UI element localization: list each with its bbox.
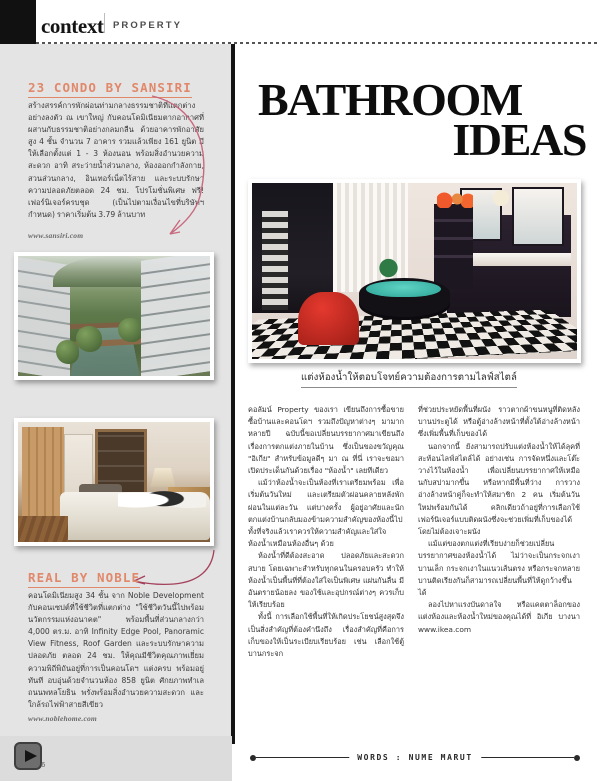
feature-paragraph: ลองไปหาแรงบันดาลใจ หรือแคตตาล็อกของแต่งห้องและห้องน้ำใหม่ของคุณได้ที่ อิเกีย บางนา www.ikea.com (418, 600, 580, 634)
condo-aerial-photo-image (18, 256, 210, 376)
feature-title-line2: IDEAS (452, 114, 586, 165)
credit-dot-right (574, 755, 580, 761)
bathroom-hanging-towels (262, 211, 288, 310)
vintage-bathroom-photo (248, 179, 581, 363)
condo-tree (76, 326, 103, 352)
feature-paragraph: แม้แต่ของตกแต่งที่เรียบง่ายก็ช่วยเปลี่ยนบรรยากาศของห้องน้ำได้ ไม่ว่าจะเป็นกระจกเงาบานเล็ก กระจกเงาในแนวเส้นตรง หรือกระจกหลายบานติดเรียงกันก็สามารถเปลี่ยนพื้นที่ให้ดูกว้างขึ้นได้ (418, 539, 580, 598)
sidebar-item-url-noble[interactable]: www.noblehome.com (28, 714, 97, 723)
feature-paragraph: คอลัมน์ Property ของเรา เขียนถึงการซื้อขาย ซื้อบ้านและคอนโดฯ รวมถึงปัญหาต่างๆ มามากหลายปี ฉบับนี้ขอเปลี่ยนบรรยากาศมาเขียนถึงเรื่องการตกแต่งภายในบ้าน ซึ่งเป็นของขวัญคุณ "อิเกีย" สำหรับข้อมูลดีๆ มา ณ ที่นี่ เราจะขอมาเปิดประเด็นกันด้วยเรื่อง "ห้องน้ำ" เลยทีเดียว (248, 405, 404, 476)
feature-paragraph: นอกจากนี้ ยังสามารถปรับแต่งห้องน้ำให้ได้ลุคที่สะท้อนไลฟ์สไตล์ได้ อย่างเช่น การจัดหนึ่งและโต๊ะวางไว้ในห้องน้ำ เพื่อเปลี่ยนบรรยากาศให้เหมือนกับสปามากขึ้น หรือหากมีพื้นที่ว่าง การวางอ่างล้างหน้าคู่ก็จะทำให้สมาชิก 2 คน เริ่มต้นวันใหม่พร้อมกันได้ คลิกเดียวถ้าอยู่ที่การเลือกใช้เฟอร์นิเจอร์แบบติดผนังซึ่งจะช่วยเพิ่มที่เก็บของได้โดยไม่ต้องเจาะผนัง (418, 441, 580, 537)
sidebar-item-body-noble: คอนโดมิเนียมสูง 34 ชั้น จาก Noble Development กับคอนเซปต์ที่ใช้ชีวิตที่แตกต่าง "ใช้ชีวิตวันนี้ไปพร้อมนวัตกรรมแห่งอนาคต" พร้อมพื้นที่ส่วนกลางกว่า 4,000 ตร.ม. อาทิ Infinity Edge Pool, Panoramic View Fitness, Roof Garden และระบบรักษาความปลอดภัย ตลอด 24 ชม. ให้คุณมีชีวิตคุณภาพเยี่ยมความพิถีพิถันอยู่ที่การเป็นคอนโดฯ แต่งครบ พร้อมอยู่ทันที อบอุ่นด้วยจำนวนห้อง 858 ยูนิต ศักยภาพทำเล ถนนพหลโยธิน พรั่งพร้อมสิ่งอำนวยความสะดวก และใกล้รถไฟฟ้าสายสีเขียว (28, 591, 204, 709)
feature-paragraph: ที่ช่วยประหยัดพื้นที่ผนัง ราวตากผ้าขนหนูที่ติดหลังบานประตูได้ หรือตู้อ่างล้างหน้าที่ตั้งใต้อ่างล้างหน้าซึ่งเพิ่มพื้นที่เก็บของได้ (418, 405, 580, 439)
vintage-bathroom-photo-image (252, 183, 577, 359)
feature-paragraph: ทั้งนี้ การเลือกใช้พื้นที่ให้เกิดประโยชน์สูงสุดจึงเป็นสิ่งสำคัญที่ต้องคำนึงถึง เรื่องสำคัญที่คือการเก็บของให้เป็นระเบียบเรียบร้อย เช่น เลือกใช้ตู้บานกระจก (248, 612, 404, 659)
bathroom-mirror-right (512, 187, 564, 247)
sidebar-item-heading-noble: REAL BY NOBLE (28, 570, 141, 585)
bedroom-pillows (118, 484, 206, 515)
masthead-black-block (0, 0, 36, 46)
condo-tree (56, 340, 79, 364)
play-icon[interactable] (14, 742, 42, 770)
bathroom-red-armchair (298, 292, 360, 345)
bathroom-plant (372, 253, 405, 278)
masthead (0, 0, 600, 46)
condo-tree (145, 330, 174, 359)
feature-paragraph: แม้ว่าห้องน้ำจะเป็นห้องที่เราเตรียมพร้อม เพื่อเริ่มต้นวันใหม่ และเตรียมตัวผ่อนคลายหลังพักผ่อนในแต่ละวัน แต่บางครั้ง ผู้อยู่อาศัยและนักตกแต่งบ้านกลับมองข้ามความสำคัญของห้องนี้ไป ทั้งที่จริงแล้วเราควรให้ความสำคัญและใส่ใจห้องน้ำเหมือนห้องอื่นๆ ด้วย (248, 478, 404, 549)
bedroom-wardrobe (22, 427, 64, 518)
feature-paragraph: ห้องน้ำที่ดีต้องสะอาด ปลอดภัยและสะดวกสบาย โดยเฉพาะสำหรับทุกคนในครอบครัว ทำให้ห้องน้ำเป็นพื้นที่ที่ต้องใส่ใจเป็นพิเศษ แผ่นกันลื่น มีอันตรายน้อยลง ของใช้และอุปกรณ์ต่างๆ ควรเก็บให้เรียบร้อย (248, 551, 404, 610)
section-label: PROPERTY (113, 20, 183, 31)
condo-tree (118, 318, 143, 342)
sidebar-item-body-sansiri: สร้างสรรค์การพักผ่อนท่ามกลางธรรมชาติที่แตกต่างอย่างลงตัว ณ เขาใหญ่ กับคอนโดมิเนียมตากอากาศที่ผสานกับธรรมชาติอย่างกลมกลืน ด้วยอาคารพักอาศัยสูง 4 ชั้น จำนวน 7 อาคาร รวมแล้วเพียง 161 ยูนิต มีให้เลือกตั้งแต่ 1 - 3 ห้องนอน พร้อมสิ่งอำนวยความสะดวก อาทิ สระว่ายน้ำส่วนกลาง, ห้องออกกำลังกาย, สวนส่วนกลาง, อินเทอร์เน็ตไร้สาย และระบบรักษาความปลอดภัยตลอด 24 ชม. โปรโมชั่นพิเศษ ฟรี! เฟอร์นิเจอร์ครบชุด (เป็นไปตามเงื่อนไขที่บริษัทฯ กำหนด) ราคาเริ่มต้น 3.79 ล้านบาท (28, 101, 204, 219)
bathroom-pendant-lamp (493, 190, 509, 206)
brand-logo: context (41, 14, 104, 38)
page-number: 6 (41, 761, 46, 769)
pointer-arrow-up-noble (128, 548, 218, 594)
feature-column-right (418, 404, 580, 636)
credit-label: WORDS : NUME MARUT (349, 752, 481, 763)
play-triangle-glyph (25, 750, 37, 762)
bedroom-interior-photo (14, 418, 214, 546)
bathroom-tub-water (366, 281, 441, 297)
bathroom-bottles (437, 190, 473, 208)
bathroom-etagere-shelf (434, 204, 473, 288)
bedroom-wood-floor (18, 516, 68, 542)
feature-title (258, 74, 588, 165)
feature-caption: แต่งห้องน้ำให้ตอบโจทย์ความต้องการตามไลฟ์สไตล์ (301, 370, 517, 388)
bedroom-interior-photo-image (18, 422, 210, 542)
sidebar-item-heading-sansiri: 23 CONDO BY SANSIRI (28, 80, 192, 95)
feature-column-left (248, 404, 404, 660)
masthead-divider (104, 13, 105, 33)
condo-hillside (53, 256, 176, 287)
page-spine-rule (231, 44, 235, 744)
condo-aerial-photo (14, 252, 214, 380)
feature-title-line1: BATHROOM (258, 74, 522, 125)
byline-credit (250, 752, 580, 764)
sidebar-item-url-sansiri[interactable]: www.sansiri.com (28, 231, 84, 240)
pointer-arrow-down-sansiri (150, 92, 220, 242)
